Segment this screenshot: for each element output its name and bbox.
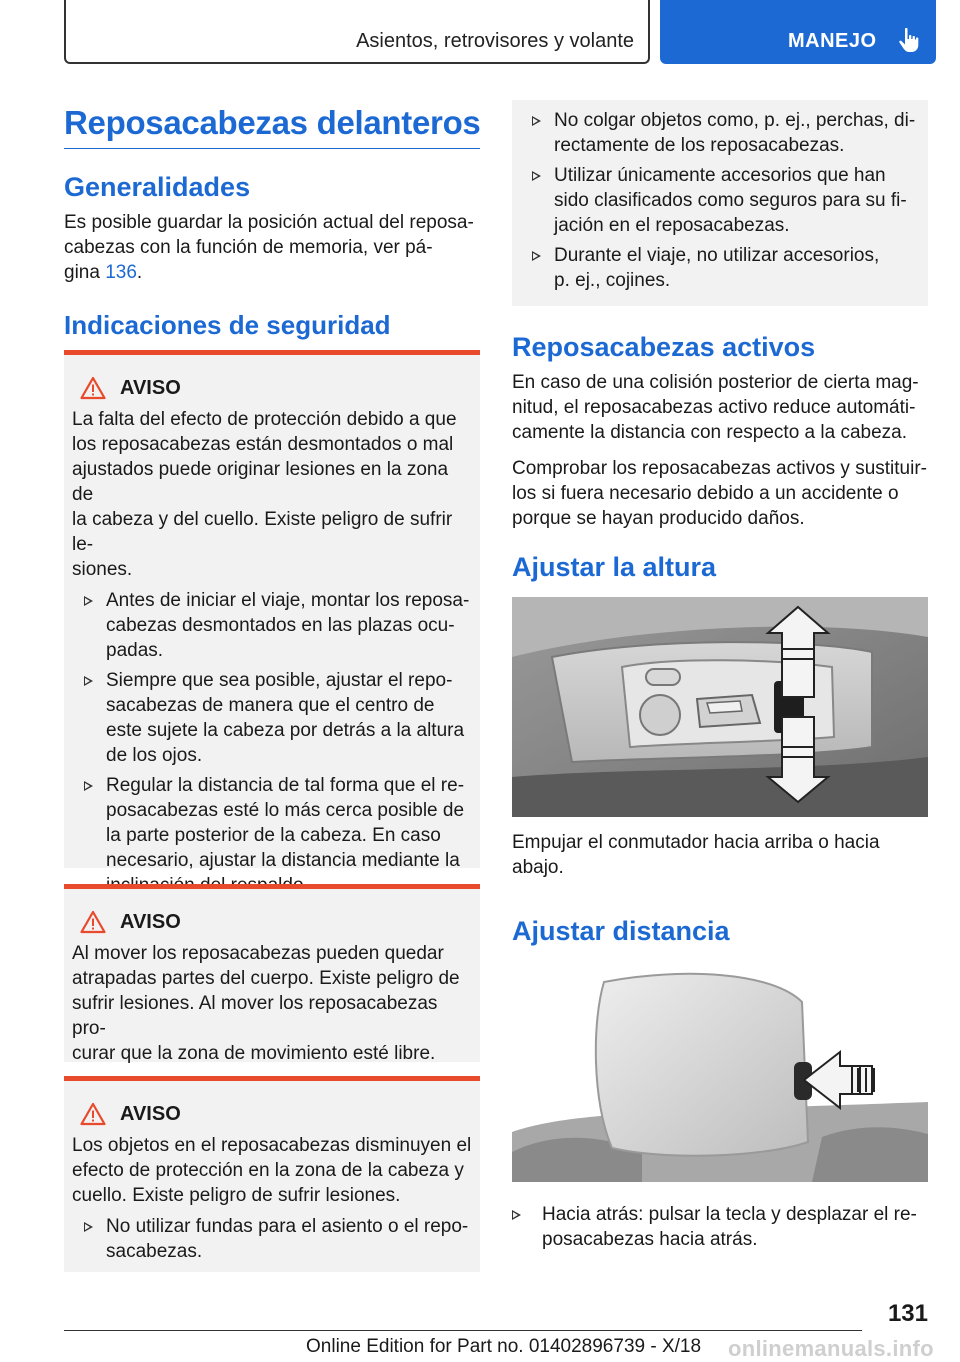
warning-text <box>72 941 472 1066</box>
bullet-line: Regular la distancia de tal forma que el re- <box>106 775 465 796</box>
headrest-illustration <box>512 962 928 1182</box>
general-line-3-text: gina <box>64 262 106 283</box>
warning-line: sufrir lesiones. Al mover los reposacabezas pro- <box>72 993 438 1039</box>
bullet-triangle-icon <box>532 171 541 181</box>
list-item <box>520 243 918 293</box>
bullet-line: padas. <box>106 640 164 661</box>
warning-bullet-list <box>72 588 472 898</box>
warning-line: siones. <box>72 559 133 580</box>
hand-pointer-icon <box>896 26 924 54</box>
bullet-line: de los ojos. <box>106 745 203 766</box>
bullet-triangle-icon <box>84 596 93 606</box>
bullet-line: rectamente de los reposacabezas. <box>554 135 845 156</box>
bullet-line: este sujete la cabeza por detrás a la altura <box>106 720 465 741</box>
warning-text <box>72 407 472 582</box>
general-line-3-end: . <box>136 262 143 283</box>
general-line-2: cabezas con la función de memoria, ver pá- <box>64 237 433 258</box>
chapter-tab-label: MANEJO <box>788 30 877 52</box>
warning-title: AVISO <box>120 376 181 399</box>
section-title: Asientos, retrovisores y volante <box>356 30 634 52</box>
bullet-triangle-icon <box>512 1210 521 1220</box>
bullet-line: sido clasificados como seguros para su fi- <box>554 190 907 211</box>
warning-line: cuello. Existe peligro de sufrir lesiones. <box>72 1185 401 1206</box>
distance-bullet-list <box>512 1202 928 1257</box>
warning-continuation-box <box>512 100 928 306</box>
bullet-line: No colgar objetos como, p. ej., perchas, di- <box>554 110 916 131</box>
active-paragraph-2 <box>512 456 932 531</box>
section-heading-generalidades: Generalidades <box>64 172 251 202</box>
warning-line: La falta del efecto de protección debido a que <box>72 409 457 430</box>
caption-line: abajo. <box>512 857 564 878</box>
section-heading-seguridad: Indicaciones de seguridad <box>64 310 391 340</box>
warning-line: la cabeza y del cuello. Existe peligro de sufrir le- <box>72 509 453 555</box>
bullet-line: No utilizar fundas para el asiento o el repo- <box>106 1216 469 1237</box>
bullet-line: Siempre que sea posible, ajustar el repo- <box>106 670 453 691</box>
bullet-line: la parte posterior de la cabeza. En caso <box>106 825 441 846</box>
caption-line: Empujar el conmutador hacia arriba o hacia <box>512 832 880 853</box>
warning-triangle-icon <box>80 910 106 934</box>
list-item <box>72 588 472 663</box>
warning-title: AVISO <box>120 910 181 933</box>
warning-title: AVISO <box>120 1102 181 1125</box>
bullet-triangle-icon <box>532 251 541 261</box>
paragraph-line: En caso de una colisión posterior de cierta mag- <box>512 372 919 393</box>
paragraph-line: nitud, el reposacabezas activo reduce automáti- <box>512 397 916 418</box>
bullet-line: Durante el viaje, no utilizar accesorios, <box>554 245 880 266</box>
general-paragraph <box>64 210 480 285</box>
warning-bullet-list <box>72 1214 472 1264</box>
footer-rule <box>64 1330 862 1331</box>
list-item <box>512 1202 928 1252</box>
paragraph-line: camente la distancia con respecto a la cabeza. <box>512 422 908 443</box>
paragraph-line: los si fuera necesario debido a un accidente o <box>512 483 899 504</box>
section-heading-altura: Ajustar la altura <box>512 552 717 582</box>
list-item <box>520 163 918 238</box>
footer-watermark: onlinemanuals.info <box>728 1336 934 1361</box>
list-item <box>72 773 472 898</box>
list-item <box>520 108 918 158</box>
seat-switch-illustration <box>512 597 928 817</box>
page-link-136[interactable]: 136 <box>105 262 137 283</box>
bullet-line: Utilizar únicamente accesorios que han <box>554 165 886 186</box>
warning-line: curar que la zona de movimiento esté libre. <box>72 1043 436 1064</box>
active-paragraph-1 <box>512 370 932 445</box>
paragraph-line: Comprobar los reposacabezas activos y sustituir- <box>512 458 928 479</box>
title-rule <box>64 148 480 149</box>
bullet-triangle-icon <box>532 116 541 126</box>
warning-line: efecto de protección en la zona de la cabeza y <box>72 1160 464 1181</box>
warning-text <box>72 1133 472 1208</box>
chapter-tab-manejo[interactable] <box>660 0 936 64</box>
warning-line: los reposacabezas están desmontados o mal <box>72 434 454 455</box>
warning-line: Los objetos en el reposacabezas disminuyen el <box>72 1135 472 1156</box>
page-number: 131 <box>887 1300 928 1327</box>
list-item <box>72 668 472 768</box>
warning-line: Al mover los reposacabezas pueden quedar <box>72 943 444 964</box>
paragraph-line: porque se hayan producido daños. <box>512 508 805 529</box>
warning-line: ajustados puede originar lesiones en la zona de <box>72 459 449 505</box>
warning-box-2 <box>64 884 480 1062</box>
height-caption <box>512 830 928 880</box>
bullet-line: Antes de iniciar el viaje, montar los reposa- <box>106 590 470 611</box>
bullet-triangle-icon <box>84 781 93 791</box>
bullet-line: cabezas desmontados en las plazas ocu- <box>106 615 455 636</box>
footer-edition: Online Edition for Part no. 01402896739 - X/18 <box>306 1336 702 1357</box>
bullet-line: jación en el reposacabezas. <box>554 215 790 236</box>
bullet-line: necesario, ajustar la distancia mediante la <box>106 850 460 871</box>
bullet-line: Hacia atrás: pulsar la tecla y desplazar el re- <box>542 1204 917 1225</box>
general-line-1: Es posible guardar la posición actual del reposa- <box>64 212 474 233</box>
warning-triangle-icon <box>80 376 106 400</box>
bullet-line: sacabezas de manera que el centro de <box>106 695 435 716</box>
general-line-3 <box>64 260 480 285</box>
warning-line: atrapadas partes del cuerpo. Existe peligro de <box>72 968 460 989</box>
section-heading-activos: Reposacabezas activos <box>512 332 816 362</box>
warning-box-3 <box>64 1076 480 1272</box>
bullet-line: posacabezas esté lo más cerca posible de <box>106 800 465 821</box>
bullet-line: posacabezas hacia atrás. <box>542 1229 758 1250</box>
bullet-line: sacabezas. <box>106 1241 203 1262</box>
list-item <box>72 1214 472 1264</box>
bullet-triangle-icon <box>84 1222 93 1232</box>
section-heading-distancia: Ajustar distancia <box>512 916 730 946</box>
warning-bullet-list <box>520 108 918 293</box>
header-section-box <box>64 0 650 64</box>
page-title: Reposacabezas delanteros <box>64 104 481 141</box>
warning-triangle-icon <box>80 1102 106 1126</box>
warning-box-1 <box>64 350 480 871</box>
bullet-triangle-icon <box>84 676 93 686</box>
bullet-line: p. ej., cojines. <box>554 270 671 291</box>
